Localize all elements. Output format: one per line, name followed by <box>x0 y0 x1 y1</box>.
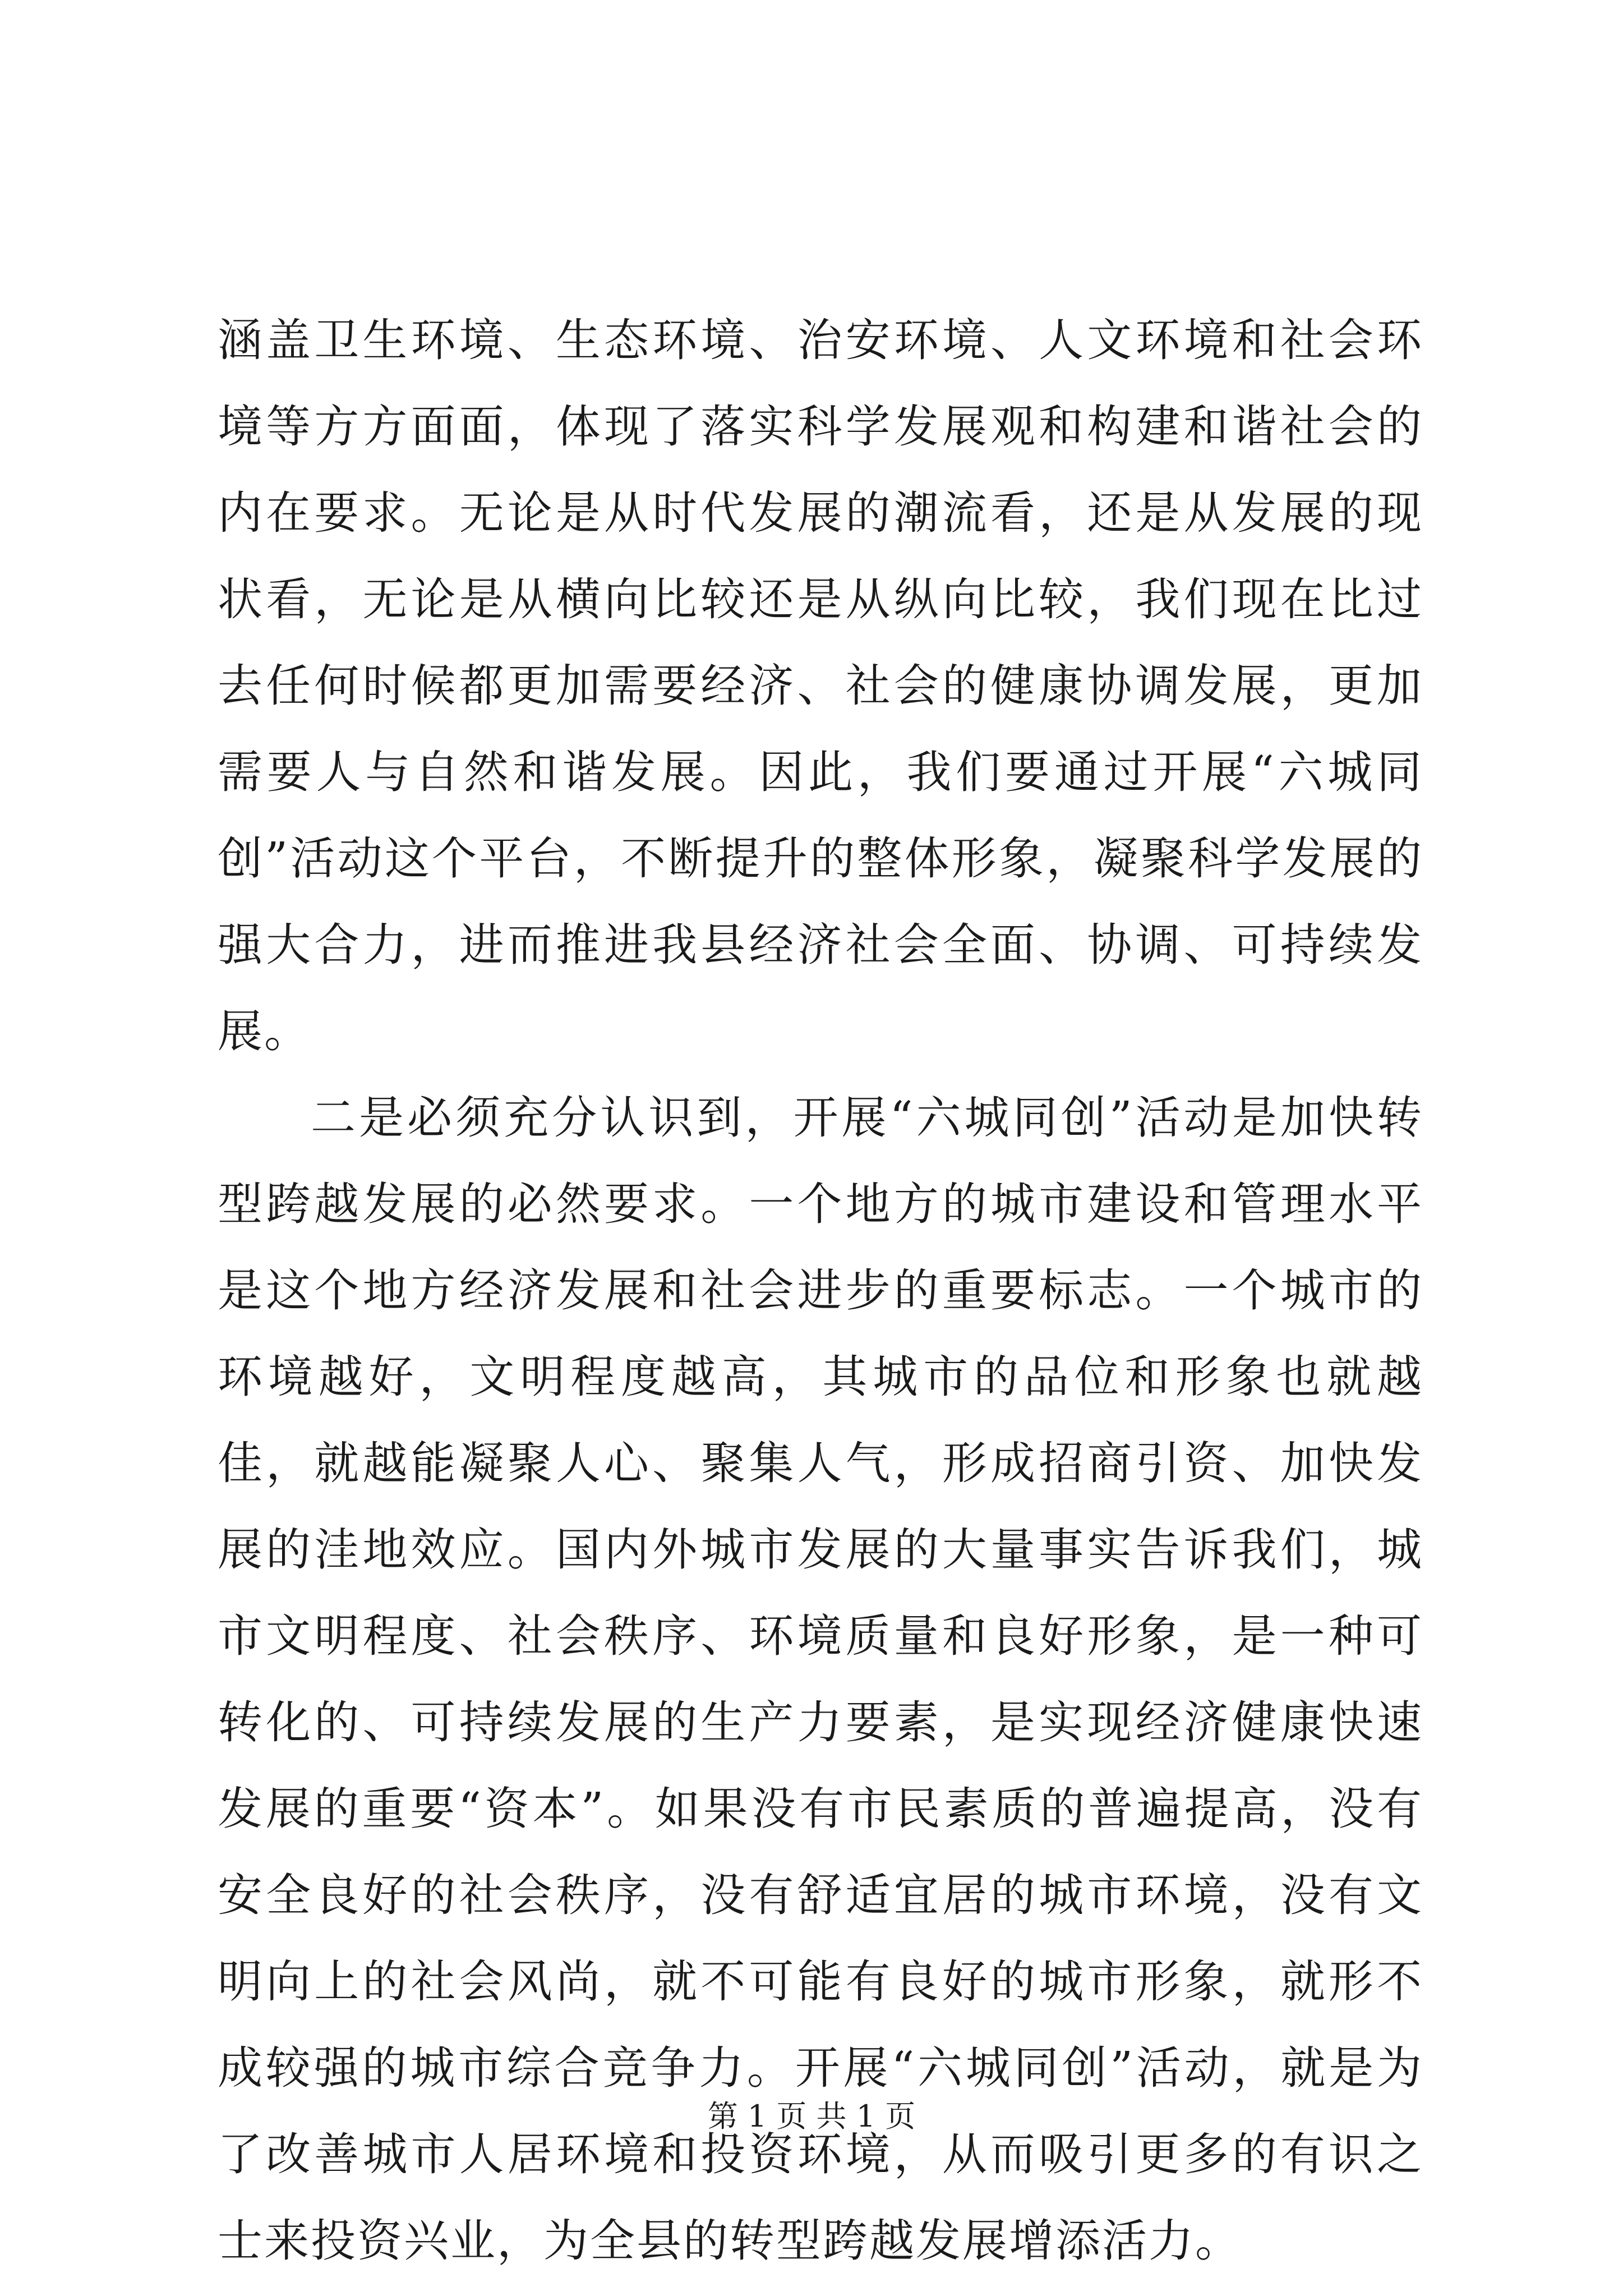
page-number-footer: 第 1 页 共 1 页 <box>707 2099 916 2134</box>
paragraph-second-point: 二是必须充分认识到，开展“六城同创”活动是加快转型跨越发展的必然要求。一个地方的城市建设和管理水平是这个地方经济发展和社会进步的重要标志。一个城市的环境越好，文明程度越高，其城市的品位和形象也就越佳，就越能凝聚人心、聚集人气，形成招商引资、加快发展的洼地效应。国内外城市发展的大量事实告诉我们，城市文明程度、社会秩序、环境质量和良好形象，是一种可转化的、可持续发展的生产力要素，是实现经济健康快速发展的重要“资本”。如果没有市民素质的普遍提高，没有安全良好的社会秩序，没有舒适宜居的城市环境，没有文明向上的社会风尚，就不可能有良好的城市形象，就形不成较强的城市综合竞争力。开展“六城同创”活动，就是为了改善城市人居环境和投资环境，从而吸引更多的有识之士来投资兴业，为全县的转型跨越发展增添活力。 <box>218 1092 1423 2267</box>
document-body <box>218 297 1423 2284</box>
paragraph-continued: 涵盖卫生环境、生态环境、治安环境、人文环境和社会环境等方方面面，体现了落实科学发展观和构建和谐社会的内在要求。无论是从时代发展的潮流看，还是从发展的现状看，无论是从横向比较还是从纵向比较，我们现在比过去任何时候都更加需要经济、社会的健康协调发展，更加需要人与自然和谐发展。因此，我们要通过开展“六城同创”活动这个平台，不断提升的整体形象，凝聚科学发展的强大合力，进而推进我县经济社会全面、协调、可持续发展。 <box>218 314 1423 1057</box>
